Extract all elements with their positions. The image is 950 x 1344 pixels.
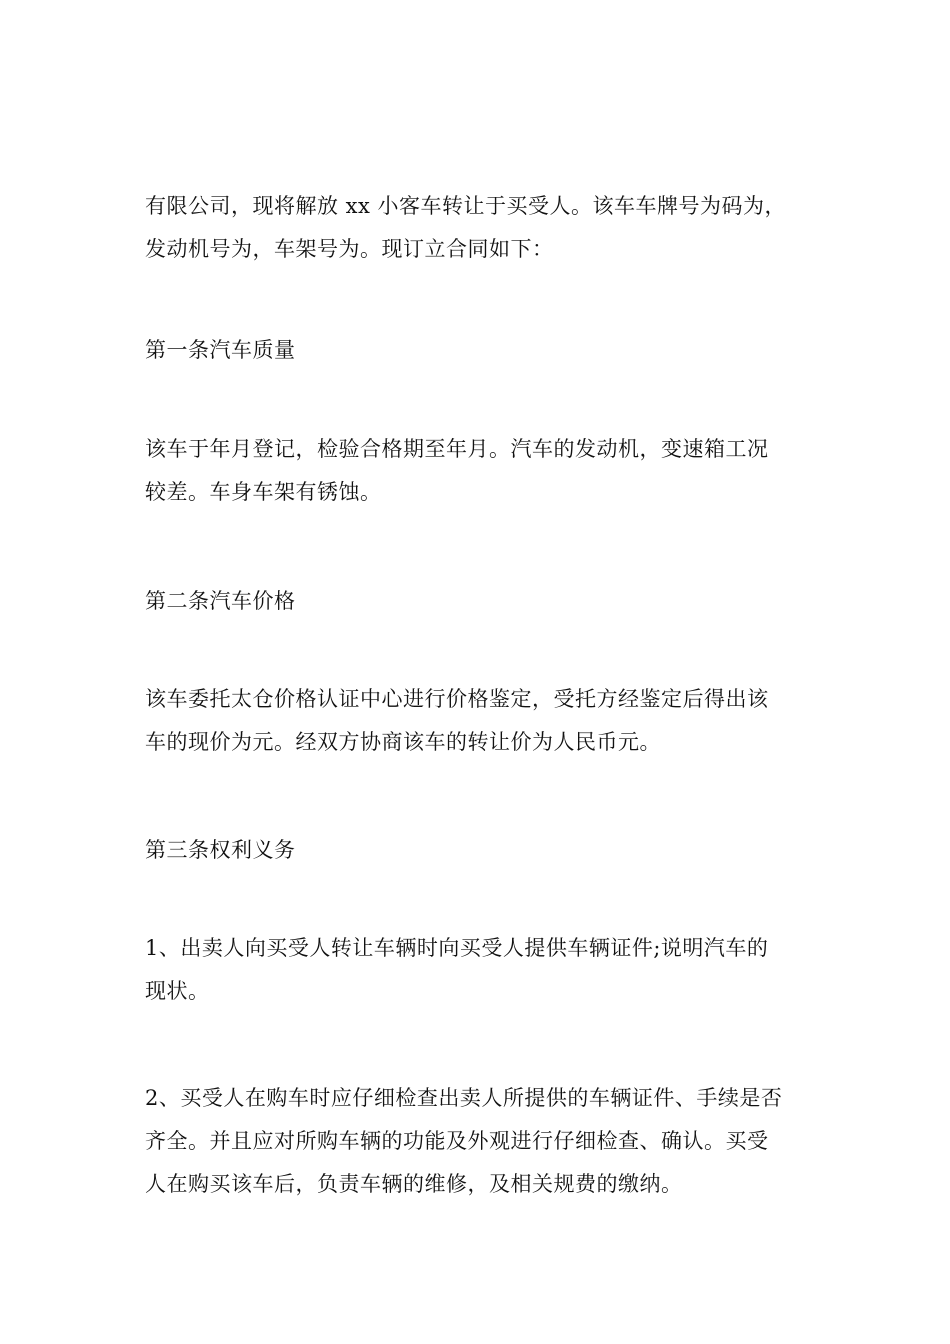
article-2-heading: 第二条汽车价格 — [145, 589, 296, 613]
article-1-heading: 第一条汽车质量 — [145, 338, 296, 362]
article-2-paragraph — [145, 678, 810, 764]
article-1-line-1: 该车于年月登记，检验合格期至年月。汽车的发动机，变速箱工况 — [145, 437, 769, 461]
article-1-paragraph — [145, 428, 810, 514]
article-3-item-2 — [145, 1077, 810, 1206]
intro-line-2: 发动机号为，车架号为。现订立合同如下： — [145, 237, 554, 261]
article-1-line-2: 较差。车身车架有锈蚀。 — [145, 480, 382, 504]
article-3-item-2-line-3: 人在购买该车后，负责车辆的维修，及相关规费的缴纳。 — [145, 1172, 683, 1196]
article-3-item-1 — [145, 927, 810, 1013]
article-3-item-2-line-2: 齐全。并且应对所购车辆的功能及外观进行仔细检查、确认。买受 — [145, 1129, 769, 1153]
article-2-line-1: 该车委托太仓价格认证中心进行价格鉴定，受托方经鉴定后得出该 — [145, 687, 769, 711]
intro-line-1: 有限公司，现将解放 xx 小客车转让于买受人。该车车牌号为码为， — [145, 194, 787, 218]
article-3-heading: 第三条权利义务 — [145, 838, 296, 862]
article-3-item-2-line-1: 2、买受人在购车时应仔细检查出卖人所提供的车辆证件、手续是否 — [145, 1086, 783, 1110]
article-3-item-1-line-1: 1、出卖人向买受人转让车辆时向买受人提供车辆证件;说明汽车的 — [145, 936, 769, 960]
intro-paragraph — [145, 185, 810, 271]
article-2-line-2: 车的现价为元。经双方协商该车的转让价为人民币元。 — [145, 730, 661, 754]
article-3-item-1-line-2: 现状。 — [145, 979, 210, 1003]
